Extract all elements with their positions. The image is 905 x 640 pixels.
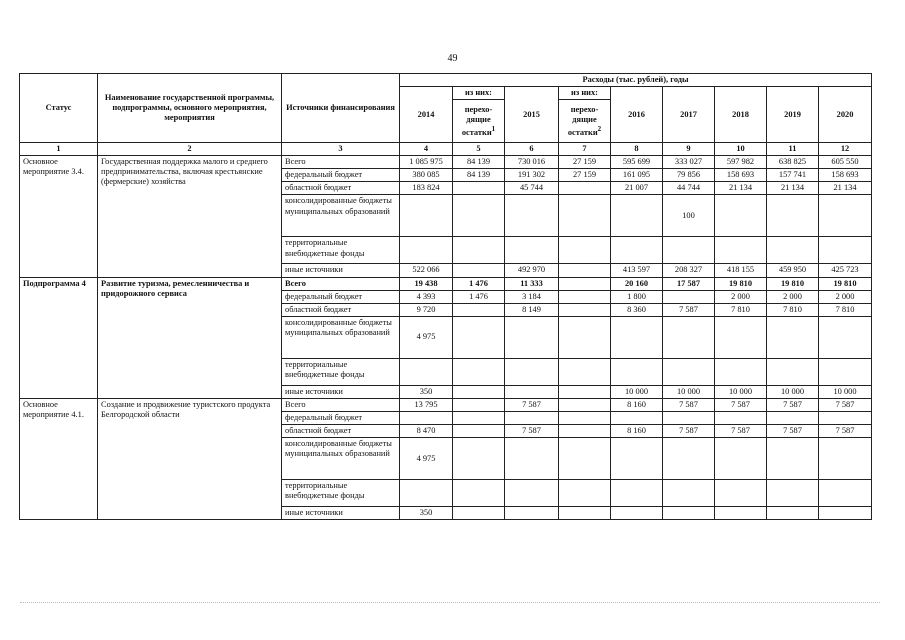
amount-cell: 459 950 bbox=[767, 264, 819, 277]
amount-cell: 191 302 bbox=[505, 169, 559, 182]
funding-source: территориальные внебюджетные фонды bbox=[282, 480, 400, 507]
amount-cell: 7 587 bbox=[767, 398, 819, 411]
funding-source: консолидированные бюджеты муниципальных образований bbox=[282, 195, 400, 237]
amount-cell bbox=[819, 316, 872, 358]
amount-cell: 1 476 bbox=[453, 277, 505, 290]
amount-cell bbox=[819, 438, 872, 480]
amount-cell: 605 550 bbox=[819, 156, 872, 169]
page-number: 49 bbox=[447, 53, 458, 64]
amount-cell: 79 856 bbox=[663, 169, 715, 182]
amount-cell bbox=[663, 290, 715, 303]
table-row bbox=[20, 398, 872, 411]
column-number: 6 bbox=[505, 143, 559, 156]
column-number: 3 bbox=[282, 143, 400, 156]
amount-cell bbox=[559, 480, 611, 507]
amount-cell bbox=[767, 358, 819, 385]
amount-cell: 17 587 bbox=[663, 277, 715, 290]
amount-cell bbox=[559, 507, 611, 520]
amount-cell bbox=[767, 411, 819, 424]
amount-cell: 7 587 bbox=[819, 425, 872, 438]
amount-cell: 492 970 bbox=[505, 264, 559, 277]
amount-cell bbox=[819, 507, 872, 520]
amount-cell: 183 824 bbox=[400, 182, 453, 195]
amount-cell: 7 587 bbox=[663, 398, 715, 411]
amount-cell bbox=[767, 438, 819, 480]
amount-cell: 595 699 bbox=[611, 156, 663, 169]
amount-cell: 597 982 bbox=[715, 156, 767, 169]
amount-cell bbox=[505, 507, 559, 520]
amount-cell bbox=[663, 480, 715, 507]
scan-noise-line bbox=[20, 602, 880, 603]
amount-cell: 161 095 bbox=[611, 169, 663, 182]
funding-source: Всего bbox=[282, 156, 400, 169]
amount-cell bbox=[819, 358, 872, 385]
amount-cell: 4 975 bbox=[400, 438, 453, 480]
amount-cell bbox=[611, 411, 663, 424]
amount-cell bbox=[767, 480, 819, 507]
header-year-2016: 2016 bbox=[611, 87, 663, 143]
amount-cell bbox=[559, 303, 611, 316]
amount-cell bbox=[453, 195, 505, 237]
amount-cell bbox=[767, 195, 819, 237]
amount-cell bbox=[559, 277, 611, 290]
amount-cell bbox=[715, 480, 767, 507]
amount-cell bbox=[505, 237, 559, 264]
amount-cell: 19 810 bbox=[819, 277, 872, 290]
amount-cell bbox=[611, 237, 663, 264]
amount-cell bbox=[715, 195, 767, 237]
column-number: 9 bbox=[663, 143, 715, 156]
amount-cell bbox=[559, 316, 611, 358]
amount-cell: 100 bbox=[663, 195, 715, 237]
amount-cell bbox=[611, 316, 663, 358]
amount-cell bbox=[611, 507, 663, 520]
amount-cell bbox=[559, 385, 611, 398]
header-year-2014: 2014 bbox=[400, 87, 453, 143]
amount-cell: 7 587 bbox=[819, 398, 872, 411]
amount-cell: 19 438 bbox=[400, 277, 453, 290]
section-name: Создание и продвижение туристского продукта Белгородской области bbox=[98, 398, 282, 519]
amount-cell bbox=[505, 480, 559, 507]
amount-cell bbox=[663, 507, 715, 520]
amount-cell bbox=[453, 385, 505, 398]
amount-cell: 44 744 bbox=[663, 182, 715, 195]
table-row bbox=[20, 277, 872, 290]
amount-cell bbox=[453, 438, 505, 480]
amount-cell: 7 810 bbox=[819, 303, 872, 316]
amount-cell bbox=[559, 195, 611, 237]
amount-cell: 10 000 bbox=[767, 385, 819, 398]
amount-cell bbox=[453, 303, 505, 316]
amount-cell: 425 723 bbox=[819, 264, 872, 277]
amount-cell: 21 007 bbox=[611, 182, 663, 195]
amount-cell: 2 000 bbox=[715, 290, 767, 303]
amount-cell: 7 810 bbox=[715, 303, 767, 316]
amount-cell: 1 800 bbox=[611, 290, 663, 303]
amount-cell bbox=[453, 316, 505, 358]
amount-cell bbox=[453, 425, 505, 438]
amount-cell bbox=[453, 182, 505, 195]
column-number: 12 bbox=[819, 143, 872, 156]
section-status: Основное мероприятие 4.1. bbox=[20, 398, 98, 519]
amount-cell: 19 810 bbox=[715, 277, 767, 290]
amount-cell: 7 587 bbox=[663, 425, 715, 438]
amount-cell bbox=[505, 438, 559, 480]
funding-source: областной бюджет bbox=[282, 425, 400, 438]
amount-cell bbox=[715, 411, 767, 424]
amount-cell: 84 139 bbox=[453, 169, 505, 182]
amount-cell bbox=[819, 411, 872, 424]
header-year-2018: 2018 bbox=[715, 87, 767, 143]
amount-cell: 84 139 bbox=[453, 156, 505, 169]
amount-cell bbox=[663, 411, 715, 424]
column-number: 7 bbox=[559, 143, 611, 156]
funding-source: областной бюджет bbox=[282, 182, 400, 195]
amount-cell bbox=[453, 264, 505, 277]
amount-cell bbox=[663, 237, 715, 264]
header-of-them-1: из них: bbox=[453, 87, 505, 100]
amount-cell: 208 327 bbox=[663, 264, 715, 277]
funding-source: иные источники bbox=[282, 507, 400, 520]
amount-cell: 8 160 bbox=[611, 425, 663, 438]
amount-cell bbox=[453, 237, 505, 264]
amount-cell: 2 000 bbox=[819, 290, 872, 303]
amount-cell bbox=[715, 438, 767, 480]
column-number: 5 bbox=[453, 143, 505, 156]
amount-cell bbox=[400, 237, 453, 264]
amount-cell: 730 016 bbox=[505, 156, 559, 169]
amount-cell bbox=[611, 438, 663, 480]
amount-cell: 7 587 bbox=[715, 398, 767, 411]
funding-source: федеральный бюджет bbox=[282, 411, 400, 424]
funding-source: консолидированные бюджеты муниципальных образований bbox=[282, 438, 400, 480]
amount-cell: 7 587 bbox=[767, 425, 819, 438]
amount-cell: 45 744 bbox=[505, 182, 559, 195]
amount-cell bbox=[505, 358, 559, 385]
amount-cell: 638 825 bbox=[767, 156, 819, 169]
column-number: 2 bbox=[98, 143, 282, 156]
section-status: Основное мероприятие 3.4. bbox=[20, 156, 98, 277]
funding-source: областной бюджет bbox=[282, 303, 400, 316]
amount-cell: 8 160 bbox=[611, 398, 663, 411]
funding-source: иные источники bbox=[282, 264, 400, 277]
amount-cell: 8 360 bbox=[611, 303, 663, 316]
amount-cell bbox=[663, 438, 715, 480]
amount-cell: 1 085 975 bbox=[400, 156, 453, 169]
amount-cell bbox=[559, 425, 611, 438]
amount-cell bbox=[559, 398, 611, 411]
amount-cell: 27 159 bbox=[559, 156, 611, 169]
amount-cell bbox=[559, 358, 611, 385]
column-number: 8 bbox=[611, 143, 663, 156]
amount-cell bbox=[819, 480, 872, 507]
amount-cell bbox=[453, 480, 505, 507]
amount-cell bbox=[400, 358, 453, 385]
amount-cell bbox=[505, 385, 559, 398]
column-number: 10 bbox=[715, 143, 767, 156]
amount-cell bbox=[559, 264, 611, 277]
amount-cell: 21 134 bbox=[767, 182, 819, 195]
funding-source: федеральный бюджет bbox=[282, 290, 400, 303]
amount-cell bbox=[819, 237, 872, 264]
amount-cell: 350 bbox=[400, 507, 453, 520]
table-row bbox=[20, 156, 872, 169]
amount-cell: 27 159 bbox=[559, 169, 611, 182]
amount-cell: 380 085 bbox=[400, 169, 453, 182]
amount-cell bbox=[453, 398, 505, 411]
amount-cell: 333 027 bbox=[663, 156, 715, 169]
amount-cell bbox=[559, 411, 611, 424]
amount-cell: 13 795 bbox=[400, 398, 453, 411]
section-status: Подпрограмма 4 bbox=[20, 277, 98, 398]
amount-cell: 7 587 bbox=[505, 398, 559, 411]
amount-cell: 418 155 bbox=[715, 264, 767, 277]
section-name: Развитие туризма, ремесленничества и придорожного сервиса bbox=[98, 277, 282, 398]
amount-cell bbox=[767, 316, 819, 358]
amount-cell bbox=[559, 182, 611, 195]
amount-cell: 158 693 bbox=[715, 169, 767, 182]
amount-cell: 9 720 bbox=[400, 303, 453, 316]
amount-cell bbox=[715, 507, 767, 520]
amount-cell bbox=[400, 195, 453, 237]
amount-cell: 10 000 bbox=[819, 385, 872, 398]
header-expenses: Расходы (тыс. рублей), годы bbox=[400, 74, 872, 87]
amount-cell: 11 333 bbox=[505, 277, 559, 290]
amount-cell: 20 160 bbox=[611, 277, 663, 290]
amount-cell: 350 bbox=[400, 385, 453, 398]
header-status: Статус bbox=[20, 74, 98, 143]
funding-source: консолидированные бюджеты муниципальных образований bbox=[282, 316, 400, 358]
header-year-2017: 2017 bbox=[663, 87, 715, 143]
amount-cell: 4 975 bbox=[400, 316, 453, 358]
amount-cell bbox=[819, 195, 872, 237]
funding-source: территориальные внебюджетные фонды bbox=[282, 237, 400, 264]
amount-cell bbox=[453, 507, 505, 520]
amount-cell: 158 693 bbox=[819, 169, 872, 182]
amount-cell: 10 000 bbox=[715, 385, 767, 398]
amount-cell bbox=[559, 438, 611, 480]
amount-cell: 10 000 bbox=[663, 385, 715, 398]
amount-cell: 1 476 bbox=[453, 290, 505, 303]
funding-source: Всего bbox=[282, 398, 400, 411]
amount-cell: 3 184 bbox=[505, 290, 559, 303]
amount-cell bbox=[505, 411, 559, 424]
header-carry-over-1: перехо-дящие остатки$^1$ bbox=[453, 100, 505, 143]
amount-cell: 413 597 bbox=[611, 264, 663, 277]
column-number: 4 bbox=[400, 143, 453, 156]
amount-cell bbox=[400, 411, 453, 424]
amount-cell: 7 587 bbox=[715, 425, 767, 438]
amount-cell: 522 066 bbox=[400, 264, 453, 277]
amount-cell bbox=[453, 358, 505, 385]
amount-cell: 8 470 bbox=[400, 425, 453, 438]
amount-cell bbox=[559, 237, 611, 264]
amount-cell: 4 393 bbox=[400, 290, 453, 303]
amount-cell: 7 810 bbox=[767, 303, 819, 316]
amount-cell bbox=[400, 480, 453, 507]
column-number: 1 bbox=[20, 143, 98, 156]
header-year-2015: 2015 bbox=[505, 87, 559, 143]
amount-cell bbox=[715, 316, 767, 358]
amount-cell: 157 741 bbox=[767, 169, 819, 182]
amount-cell: 21 134 bbox=[819, 182, 872, 195]
amount-cell: 19 810 bbox=[767, 277, 819, 290]
amount-cell bbox=[505, 195, 559, 237]
table-body bbox=[20, 156, 872, 520]
header-name: Наименование государственной программы, подпрограммы, основного мероприятия, мероприятия bbox=[98, 74, 282, 143]
amount-cell bbox=[767, 507, 819, 520]
amount-cell bbox=[505, 316, 559, 358]
amount-cell: 10 000 bbox=[611, 385, 663, 398]
funding-source: территориальные внебюджетные фонды bbox=[282, 358, 400, 385]
column-numbers-row bbox=[20, 143, 872, 156]
amount-cell bbox=[611, 195, 663, 237]
table-header bbox=[20, 74, 872, 156]
amount-cell bbox=[611, 480, 663, 507]
amount-cell: 21 134 bbox=[715, 182, 767, 195]
header-year-2020: 2020 bbox=[819, 87, 872, 143]
amount-cell bbox=[663, 358, 715, 385]
amount-cell bbox=[453, 411, 505, 424]
amount-cell: 7 587 bbox=[663, 303, 715, 316]
amount-cell bbox=[559, 290, 611, 303]
header-sources: Источники финансирования bbox=[282, 74, 400, 143]
header-carry-over-2: перехо-дящие остатки$^2$ bbox=[559, 100, 611, 143]
amount-cell: 7 587 bbox=[505, 425, 559, 438]
amount-cell bbox=[663, 316, 715, 358]
amount-cell bbox=[767, 237, 819, 264]
amount-cell: 2 000 bbox=[767, 290, 819, 303]
amount-cell: 8 149 bbox=[505, 303, 559, 316]
amount-cell bbox=[715, 237, 767, 264]
amount-cell bbox=[611, 358, 663, 385]
amount-cell bbox=[715, 358, 767, 385]
budget-table bbox=[19, 73, 872, 520]
header-year-2019: 2019 bbox=[767, 87, 819, 143]
funding-source: Всего bbox=[282, 277, 400, 290]
column-number: 11 bbox=[767, 143, 819, 156]
funding-source: федеральный бюджет bbox=[282, 169, 400, 182]
header-of-them-2: из них: bbox=[559, 87, 611, 100]
funding-source: иные источники bbox=[282, 385, 400, 398]
section-name: Государственная поддержка малого и среднего предпринимательства, включая крестьянские (фермерские) хозяйства bbox=[98, 156, 282, 277]
